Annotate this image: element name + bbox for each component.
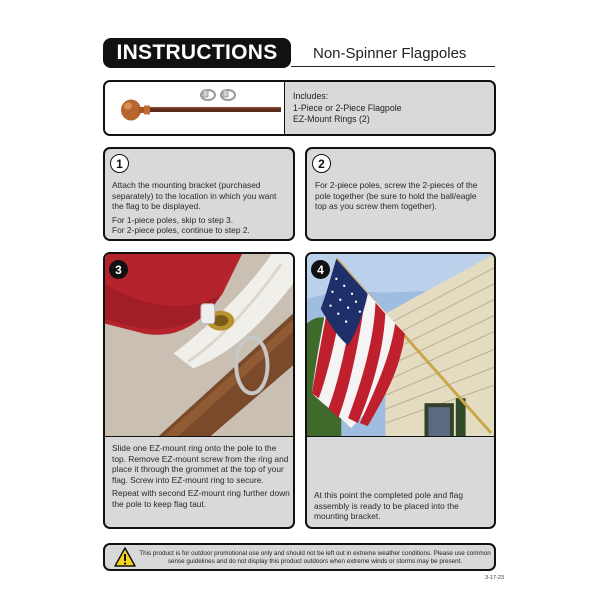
includes-panel bbox=[103, 80, 496, 136]
step-3-panel bbox=[103, 252, 295, 529]
step-paragraph: For 2-piece poles, screw the 2-pieces of the pole together (be sure to hold the ball/eagle top as you screw them together). bbox=[315, 180, 478, 212]
page-subtitle: Non-Spinner Flagpoles bbox=[313, 45, 467, 62]
flagpole-image bbox=[105, 82, 285, 134]
step-number: 3 bbox=[109, 260, 128, 279]
mounted-flag-photo bbox=[307, 254, 494, 437]
includes-item: 1-Piece or 2-Piece Flagpole bbox=[293, 102, 402, 113]
header bbox=[103, 38, 495, 68]
step-text bbox=[112, 180, 290, 236]
includes-item: EZ-Mount Rings (2) bbox=[293, 114, 370, 124]
grommet-photo bbox=[105, 254, 293, 437]
step-number: 1 bbox=[110, 154, 129, 173]
step-text bbox=[314, 490, 492, 522]
step-2-panel bbox=[305, 147, 496, 241]
warning-triangle-icon bbox=[114, 547, 136, 567]
includes-image bbox=[105, 82, 285, 134]
step-paragraph: For 1-piece poles, skip to step 3. For 2-piece poles, continue to step 2. bbox=[112, 214, 250, 236]
step-text bbox=[112, 443, 290, 510]
revision-date: 3-17-23 bbox=[485, 575, 504, 581]
step-1-panel bbox=[103, 147, 295, 241]
step-paragraph: Repeat with second EZ-mount ring further down the pole to keep flag taut. bbox=[112, 488, 290, 509]
step-number: 2 bbox=[312, 154, 331, 173]
step-paragraph: Attach the mounting bracket (purchased separately) to the location in which you want the flag to be displayed. bbox=[112, 180, 277, 212]
warning-text: This product is for outdoor promotional use only and should not be left out in extreme weather conditions. Please use common sense guidelines and do not display this product outdoors when extreme winds or storms may be present. bbox=[139, 550, 491, 565]
step-paragraph: Slide one EZ-mount ring onto the pole to the top. Remove EZ-mount screw from the ring and place it through the grommet at the top of your flag. Screw into EZ-mount ring to secure. bbox=[112, 443, 289, 485]
page-title: INSTRUCTIONS bbox=[103, 38, 291, 68]
step-paragraph: At this point the completed pole and flag assembly is ready to be placed into the mounting bracket. bbox=[314, 490, 463, 522]
includes-heading: Includes: bbox=[293, 91, 329, 101]
header-rule bbox=[291, 66, 495, 68]
warning-banner bbox=[103, 543, 496, 571]
includes-text bbox=[293, 91, 402, 126]
step-text bbox=[315, 180, 489, 212]
step-4-panel bbox=[305, 252, 496, 529]
step-number: 4 bbox=[311, 260, 330, 279]
